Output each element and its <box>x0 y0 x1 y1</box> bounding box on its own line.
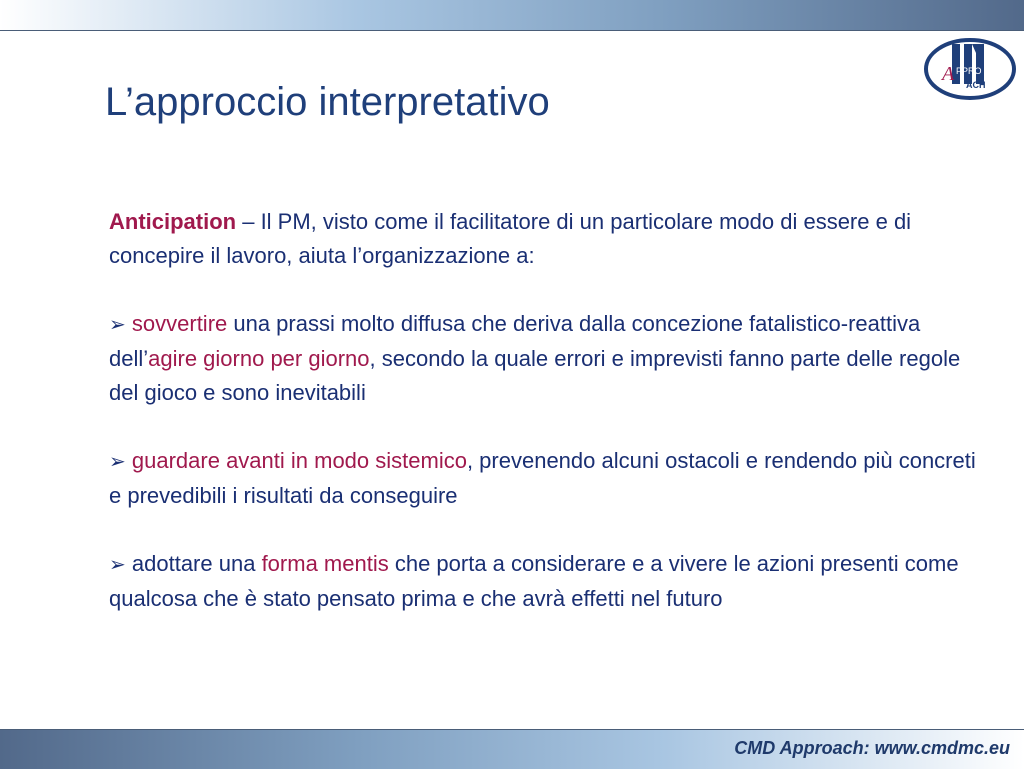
bullet-1-part-2: una prassi molto diffusa che deriva dalla concezione fatalistico-reattiva dell’ <box>109 311 921 371</box>
intro-term: Anticipation <box>109 209 237 234</box>
footer-url[interactable]: CMD Approach: www.cmdmc.eu <box>734 738 1010 758</box>
bullet-1-part-4: , secondo la quale errori e imprevisti fanno parte delle regole del gioco e sono inevitabili <box>109 346 961 405</box>
slide-body <box>109 205 989 616</box>
bullet-3-part-2: forma mentis <box>261 551 389 576</box>
bullet-item-1 <box>109 307 989 410</box>
bullet-item-3 <box>109 547 989 616</box>
bullet-2-part-2: , prevenendo alcuni ostacoli e rendendo più concreti e prevedibili i risultati da conseguire <box>109 448 976 508</box>
bullet-1-part-3: agire giorno per giorno <box>148 346 370 371</box>
bullet-item-2 <box>109 444 989 513</box>
cmd-approach-logo <box>922 36 1018 102</box>
arrow-bullet-icon: ➢ <box>109 554 126 576</box>
svg-text:PPRO: PPRO <box>956 66 982 76</box>
intro-text: – Il PM, visto come il facilitatore di un particolare modo di essere e di concepire il lavoro, aiuta l’organizzazione a: <box>109 209 912 268</box>
slide-title: L’approccio interpretativo <box>105 80 550 124</box>
bullet-3-part-1: adottare una <box>131 551 262 576</box>
svg-text:A: A <box>942 63 955 85</box>
bullet-1-part-1: sovvertire <box>131 311 228 336</box>
arrow-bullet-icon: ➢ <box>109 314 126 336</box>
arrow-bullet-icon: ➢ <box>109 451 126 473</box>
bullet-2-part-1: guardare avanti in modo sistemico <box>131 448 467 473</box>
top-decorative-bar <box>0 0 1024 31</box>
bullet-3-part-3: che porta a considerare e a vivere le azioni presenti come qualcosa che è stato pensato prima e che avrà effetti nel futuro <box>109 551 959 611</box>
intro-paragraph <box>109 205 989 273</box>
svg-text:ACH: ACH <box>966 80 986 90</box>
